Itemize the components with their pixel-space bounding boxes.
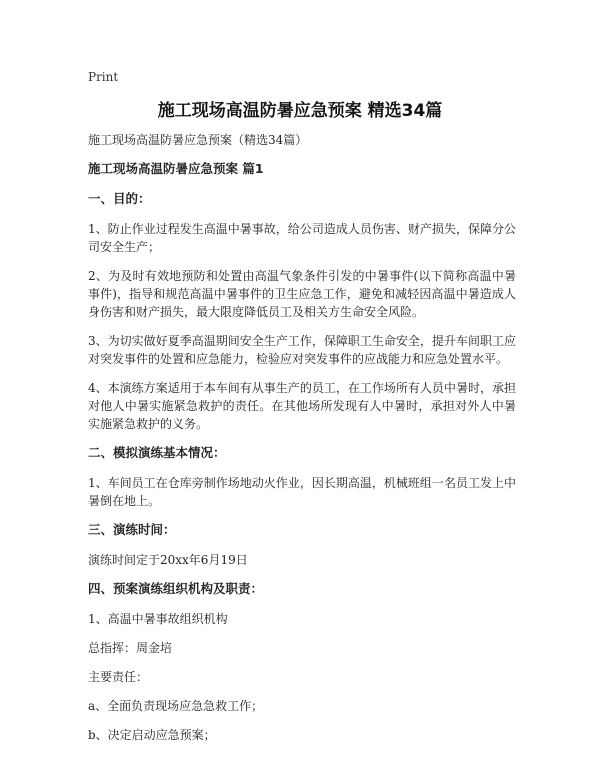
- section-heading-purpose: 一、目的：: [88, 191, 151, 206]
- commander: 总指挥：周金培: [88, 641, 173, 655]
- section-heading-organization: 四、预案演练组织机构及职责：: [88, 581, 264, 596]
- drill-time: 演练时间定于20xx年6月19日: [88, 553, 248, 567]
- purpose-item-4: 4、本演练方案适用于本车间有从事生产的员工，在工作场所有人员中暑时，承担对他人中暑实施紧急救护的责任。在其他场所发现有人中暑时，承担对外人中暑实施紧急救护的义务。: [88, 381, 516, 431]
- organization-item: 1、高温中暑事故组织机构: [88, 612, 228, 626]
- section-heading-drill: 二、模拟演练基本情况：: [88, 445, 226, 460]
- drill-description: 1、车间员工在仓库旁制作场地动火作业，因长期高温，机械班组一名员工发上中暑倒在地上。: [88, 476, 516, 508]
- document-subtitle: 施工现场高温防暑应急预案（精选34篇）: [88, 133, 308, 147]
- section-heading-time: 三、演练时间：: [88, 522, 176, 537]
- document-body: [88, 131, 516, 755]
- print-link[interactable]: Print: [88, 70, 119, 84]
- chapter-title: 施工现场高温防暑应急预案 篇1: [88, 161, 264, 176]
- duty-b: b、决定启动应急预案；: [88, 728, 216, 742]
- purpose-item-3: 3、为切实做好夏季高温期间安全生产工作，保障职工生命安全，提升车间职工应对突发事件的处置和应急能力，检验应对突发事件的应战能力和应急处置水平。: [88, 334, 516, 366]
- duty-a: a、全面负责现场应急急救工作；: [88, 699, 264, 713]
- duties-label: 主要责任：: [88, 670, 149, 684]
- page-title: 施工现场高温防暑应急预案 精选34篇: [157, 101, 443, 121]
- purpose-item-1: 1、防止作业过程发生高温中暑事故，给公司造成人员伤害、财产损失，保障分公司安全生产；: [88, 222, 516, 254]
- purpose-item-2: 2、为及时有效地预防和处置由高温气象条件引发的中暑事件(以下简称高温中暑事件)，指导和规范高温中暑事件的卫生应急工作，避免和减轻因高温中暑造成人身伤害和财产损失，最大限度降低员工及相关方生命安全风险。: [88, 269, 516, 319]
